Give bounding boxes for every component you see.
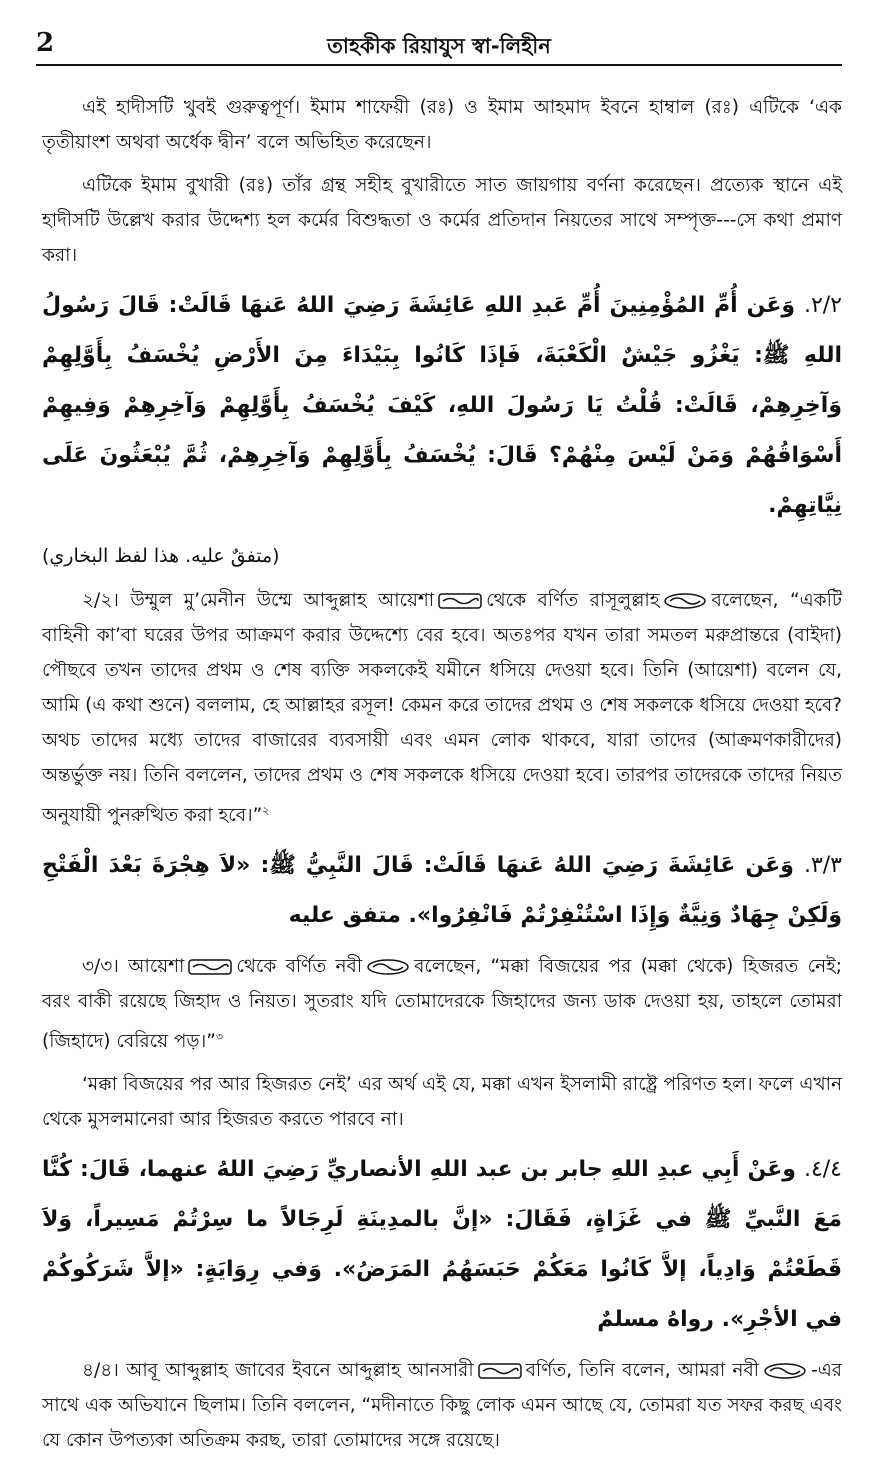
hadith-4-arabic-text: وعَنْ أَبِي عبدِ اللهِ جابر بن عبد اللهِ الأنصاريِّ رَضِيَ اللهُ عنهما، قَالَ: كُنَّا مَعَ النَّبيِّ ﷺ في غَزَاةٍ، فَقَالَ: «إنَّ بالمدِينَةِ لَرِجَالاً ما سِرْتُمْ مَسِيراً، وَلاَ قَطَعْتُمْ وَادِياً، إلاَّ كَانُوا مَعَكُمْ حَبَسَهُمُ المَرَضُ». وَفي رِوَايَةٍ: «إلاَّ شَرَكُوكُمْ في الأجْرِ». رواهُ مسلمٌ [42,1157,842,1333]
footnote-marker-3: ৩ [215,1030,224,1044]
hadith-2-arabic-number: ٢/٢. [803,293,842,318]
sallallahu-alaihi-wasallam-icon [663,592,707,610]
hadith-2-text-b: থেকে বর্ণিত রাসূলুল্লাহ [486,590,660,611]
intro-paragraph-1: এই হাদীসটি খুবই গুরুত্বপূর্ণ। ইমাম শাফেয়ী (রঃ) ও ইমাম আহমাদ ইবনে হাম্বাল (রঃ) এটিকে ‘এক তৃতীয়াংশ অথবা অর্ধেক দ্বীন’ বলে অভিহিত করেছেন। [42,97,842,153]
running-title: তাহকীক রিয়াযুস স্বা-লিহীন [327,34,551,58]
hadith-4-text-c: -এর সাথে এক অভিযানে ছিলাম। তিনি বললেন, “মদীনাতে কিছু লোক এমন আছে যে, তোমরা যত সফর করছ এবং যে কোন উপত্যকা অতিক্রম করছ, তারা তোমাদের সঙ্গে রয়েছে। [42,1360,842,1452]
hadith-4-arabic-number: ٤/٤. [803,1157,842,1183]
hadith-3-number: ৩/৩। [82,956,119,978]
hadith-2-arabic [42,281,842,531]
hadith-4-text-a: আবূ আব্দুল্লাহ জাবের ইবনে আব্দুল্লাহ আনসারী [126,1360,474,1382]
page-content [42,90,842,1466]
hadith-3-explanation: ‘মক্কা বিজয়ের পর আর হিজরত নেই’ এর অর্থ এই যে, মক্কা এখন ইসলামী রাষ্ট্রে পরিণত হল। ফলে এখান থেকে মুসলমানেরা আর হিজরত করতে পারবে না। [42,1074,842,1131]
radiallahu-anha-icon [188,958,232,976]
hadith-4-translation [42,1353,842,1458]
radiallahu-anhu-icon [478,1362,522,1380]
hadith-2-source: (متفقٌ عليه. هذا لفظ البخاري) [42,545,280,567]
hadith-3-arabic [42,841,842,941]
hadith-2-text-c: বলেছেন, “একটি বাহিনী কা’বা ঘরের উপর আক্রমণ করার উদ্দেশ্যে বের হবে। অতঃপর যখন তারা সমতল মরুপ্রান্তরে (বাইদা) পৌছবে তখন তাদের প্রথম ও শেষ ব্যক্তি সকলকেই যমীনে ধসিয়ে দেওয়া হবে। তিনি (আয়েশা) বলেন যে, আমি (এ কথা শুনে) বললাম, হে আল্লাহর রসূল! কেমন করে তাদের প্রথম ও শেষ সকলকে ধসিয়ে দেওয়া হবে? অথচ তাদের মধ্যে তাদের বাজারের ব্যবসায়ী এবং এমন লোক থাকবে, যারা তাদের (আক্রমণকারীদের) অন্তর্ভুক্ত নয়। তিনি বললেন, তাদের প্রথম ও শেষ সকলকে ধসিয়ে দেওয়া হবে। তারপর তাদেরকে তাদের নিয়ত অনুযায়ী পুনরুত্থিত করা হবে।” [42,590,842,827]
page-header [36,22,842,66]
hadith-3-arabic-text: وَعَن عَائِشَةَ رَضِيَ اللهُ عَنهَا قَالَتْ: قَالَ النَّبِيُّ ﷺ: «لاَ هِجْرَةَ بَعْدَ الْفَتْحِ وَلَكِنْ جِهَادٌ وَنِيَّةٌ وَإِذَا اسْتُنْفِرْتُمْ فَانْفِرُوا». متفق عليه [42,853,842,929]
hadith-3-text-c: বলেছেন, “মক্কা বিজয়ের পর (মক্কা থেকে) হিজরত নেই; বরং বাকী রয়েছে জিহাদ ও নিয়ত। সুতরাং যদি তোমাদেরকে জিহাদের জন্য ডাক দেওয়া হয়, তাহলে তোমরা (জিহাদে) বেরিয়ে পড়।” [42,956,842,1053]
footnote-marker-2: ২ [262,804,270,817]
hadith-2-text-a: উম্মুল মু’মেনীন উম্মে আব্দুল্লাহ আয়েশা [130,590,435,611]
hadith-3-text-a: আয়েশা [128,956,185,978]
sallallahu-alaihi-wasallam-icon [763,1362,807,1380]
hadith-4-arabic [42,1145,842,1345]
hadith-2-number: ২/২। [82,590,119,611]
radiallahu-anha-icon [438,592,482,610]
sallallahu-alaihi-wasallam-icon [366,958,410,976]
hadith-4-number: ৪/৪। [82,1360,119,1382]
intro-paragraph-2: এটিকে ইমাম বুখারী (রঃ) তাঁর গ্রন্থ সহীহ বুখারীতে সাত জায়গায় বর্ণনা করেছেন। প্রত্যেক স্থানে এই হাদীসটি উল্লেখ করার উদ্দেশ্য হল কর্মের বিশুদ্ধতা ও কর্মের প্রতিদান নিয়তের সাথে সম্পৃক্ত---সে কথা প্রমাণ করা। [42,175,842,266]
hadith-3-translation [42,949,842,1059]
hadith-2-arabic-text: وَعَن أُمِّ المُؤْمِنِينَ أُمِّ عَبدِ اللهِ عَائِشَةَ رَضِيَ اللهُ عَنهَا قَالَتْ: قَالَ رَسُولُ اللهِ ﷺ: يَغْزُو جَيْشٌ الْكَعْبَةَ، فَإذَا كَانُوا بِبَيْدَاءَ مِنَ الأَرْضِ يُخْسَفُ بِأَوَّلِهِمْ وَآخِرِهِمْ، قَالَتْ: قُلْتُ يَا رَسُولَ اللهِ، كَيْفَ يُخْسَفُ بِأَوَّلِهِمْ وَآخِرِهِمْ وَفِيهِمْ أَسْوَاقُهُمْ وَمَنْ لَيْسَ مِنْهُمْ؟ قَالَ: يُخْسَفُ بِأَوَّلِهِمْ وَآخِرِهِمْ، ثُمَّ يُبْعَثُونَ عَلَى نِيَّاتِهِمْ. [42,293,842,518]
hadith-3-text-b: থেকে বর্ণিত নবী [236,956,363,978]
hadith-3-arabic-number: ٣/٣. [803,853,842,879]
hadith-4-text-b: বর্ণিত, তিনি বলেন, আমরা নবী [525,1360,760,1382]
page-number: 2 [36,28,55,58]
hadith-2-translation [42,583,842,833]
